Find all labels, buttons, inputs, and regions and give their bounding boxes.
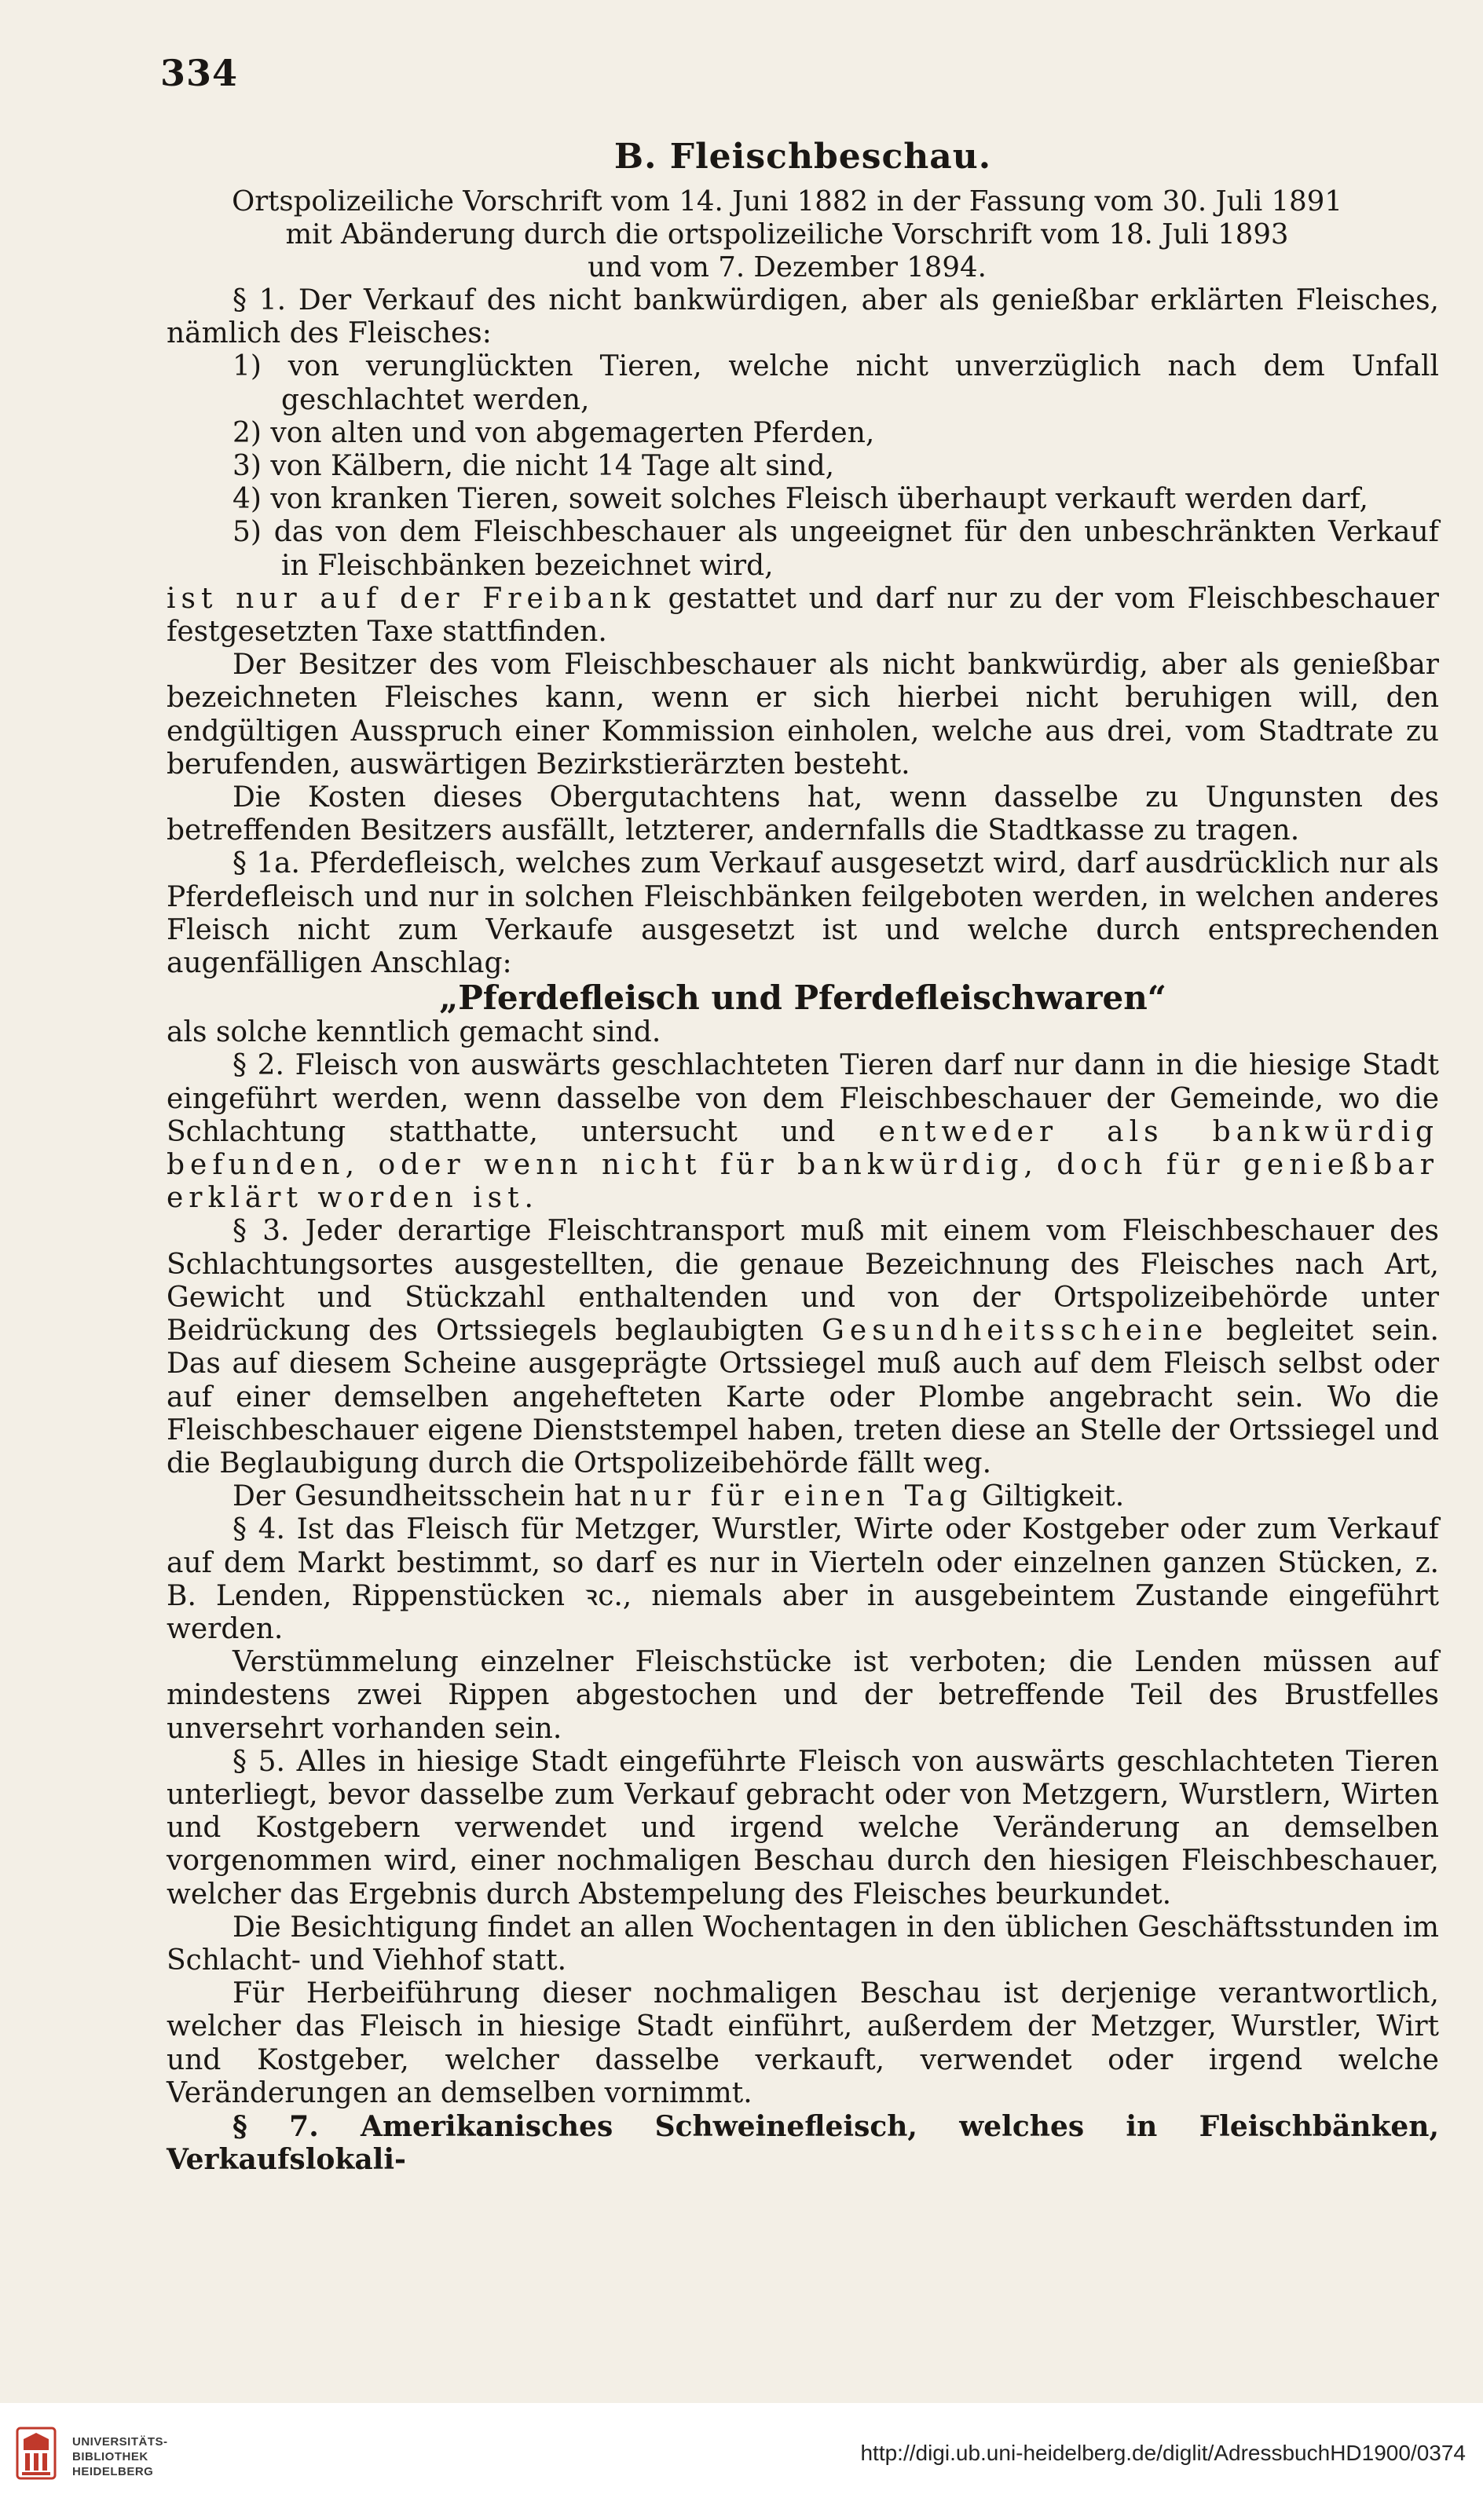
item-list (233, 350, 1439, 582)
intro-line: und vom 7. Dezember 1894. (588, 251, 987, 283)
footer-bar (0, 2403, 1483, 2520)
source-url-link[interactable]: http://digi.ub.uni-heidelberg.de/diglit/AdressbuchHD1900/0374 (860, 2441, 1466, 2465)
library-name (72, 2434, 168, 2479)
paragraph-s2 (167, 1049, 1439, 1215)
section-heading: B. Fleischbeschau. (613, 137, 992, 177)
university-seal-icon (16, 2427, 57, 2480)
paragraph-s5-p3: Für Herbeiführung dieser nochmaligen Beschau ist derjenige verantwortlich, welcher das Fleisch in hiesige Stadt einführt, außerdem der Metzger, Wurstler, Wirt und Kostgeber, welcher dasselbe verkauft, verwendet oder irgend welche Veränderungen an demselben vornimmt. (167, 1977, 1439, 2109)
text-run: Giltigkeit. (972, 1480, 1125, 1513)
paragraph-s1a: § 1a. Pferdefleisch, welches zum Verkauf ausgesetzt wird, darf ausdrücklich nur als Pferdefleisch und nur in solchen Fleischbänken feilgeboten werden, in welchen anderes Fleisch nicht zum Verkaufe ausgesetzt ist und welche durch entsprechenden augenfälligen Anschlag: (167, 847, 1439, 980)
list-item: 1) von verunglückten Tieren, welche nicht unverzüglich nach dem Unfall geschlachtet werden, (233, 350, 1439, 416)
emphasis-run: nur für einen Tag (629, 1480, 973, 1513)
sign-text: „Pferdefleisch und Pferdefleischwaren“ (439, 978, 1166, 1018)
emphasis-run: entweder als bankwürdig befunden, oder wenn nicht für bankwürdig, doch für genießbar erklärt worden ist. (167, 1115, 1439, 1215)
document-body (167, 133, 1439, 2176)
library-name-line: UNIVERSITÄTS- (72, 2435, 168, 2449)
list-item: 4) von kranken Tieren, soweit solches Fleisch überhaupt verkauft werden darf, (233, 483, 1368, 516)
text-run: begleitet sein. Das auf diesem Scheine ausgeprägte Ortssiegel muß auch auf dem Fleisch selbst oder auf einer demselben angehefteten Karte oder Plombe angebracht sein. Wo die Fleischbeschauer eigene Dienststempel haben, treten diese an Stelle der Ortssiegel und die Beglaubigung durch die Ortspolizeibehörde fällt weg. (167, 1315, 1439, 1479)
library-name-line: BIBLIOTHEK (72, 2450, 148, 2463)
list-item: 2) von alten und von abgemagerten Pferden, (233, 416, 875, 449)
intro-line: mit Abänderung durch die ortspolizeiliche Vorschrift vom 18. Juli 1893 (285, 218, 1289, 251)
list-item: 3) von Kälbern, die nicht 14 Tage alt sind, (233, 450, 835, 483)
text-run: § 2. Fleisch von auswärts geschlachteten Tieren darf nur dann in die hiesige Stadt eingeführt werden, wenn dasselbe von dem Fleischbeschauer der Gemeinde, wo die Schlachtung statthatte, untersucht und (167, 1049, 1439, 1148)
intro-block (167, 185, 1408, 284)
text-run: gestattet und darf nur zu der vom Fleischbeschauer festgesetzten Taxe stattfinden. (167, 582, 1439, 649)
paragraph-s7: § 7. Amerikanisches Schweinefleisch, welches in Fleischbänken, Verkaufslokali- (167, 2109, 1439, 2177)
paragraph-s3-p2 (167, 1480, 1439, 1513)
intro-line: Ortspolizeiliche Vorschrift vom 14. Juni 1882 in der Fassung vom 30. Juli 1891 (232, 185, 1342, 218)
paragraph-s4: § 4. Ist das Fleisch für Metzger, Wurstler, Wirte oder Kostgeber oder zum Verkauf auf dem Markt bestimmt, so darf es nur in Vierteln oder einzelnen ganzen Stücken, z. B. Lenden, Rippenstücken ꝛc., niemals aber in ausgebeintem Zustande eingeführt werden. (167, 1513, 1439, 1645)
library-name-line: HEIDELBERG (72, 2465, 154, 2478)
page-number: 334 (160, 52, 239, 94)
emphasis-freibank: ist nur auf der Freibank (167, 582, 656, 615)
paragraph-s5-p2: Die Besichtigung findet an allen Wochentagen in den üblichen Geschäftsstunden im Schlacht- und Viehhof statt. (167, 1911, 1439, 1977)
paragraph-s1-p3: Die Kosten dieses Obergutachtens hat, wenn dasselbe zu Ungunsten des betreffenden Besitzers ausfällt, letzterer, andernfalls die Stadtkasse zu tragen. (167, 781, 1439, 847)
paragraph-s5: § 5. Alles in hiesige Stadt eingeführte Fleisch von auswärts geschlachteten Tieren unterliegt, bevor dasselbe zum Verkauf gebracht oder von Metzgern, Wurstlern, Wirten und Kostgebern verwendet und irgend welche Veränderung an demselben vorgenommen wird, einer nochmaligen Beschau durch den hiesigen Fleischbeschauer, welcher das Ergebnis durch Abstempelung des Fleisches beurkundet. (167, 1745, 1439, 1911)
paragraph-s1a-after: als solche kenntlich gemacht sind. (167, 1016, 661, 1049)
paragraph-s1-p2: Der Besitzer des vom Fleischbeschauer als nicht bankwürdig, aber als genießbar bezeichneten Fleisches kann, wenn er sich hierbei nicht beruhigen will, den endgültigen Ausspruch einer Kommission einholen, welche aus drei, vom Stadtrate zu berufenden, auswärtigen Bezirkstierärzten besteht. (167, 649, 1439, 781)
list-item: 5) das von dem Fleischbeschauer als ungeeignet für den unbeschränkten Verkauf in Fleischbänken bezeichnet wird, (233, 516, 1439, 582)
paragraph-s1-tail (167, 583, 1439, 649)
paragraph-s3 (167, 1215, 1439, 1480)
text-run: Der Gesundheitsschein hat (233, 1480, 630, 1513)
emphasis-run: Gesundheitsscheine (822, 1315, 1209, 1348)
paragraph-s4-p2: Verstümmelung einzelner Fleischstücke ist verboten; die Lenden müssen auf mindestens zwei Rippen abgestochen und der betreffende Teil des Brustfelles unversehrt vorhanden sein. (167, 1646, 1439, 1745)
text-run: § 3. Jeder derartige Fleischtransport muß mit einem vom Fleischbeschauer des Schlachtungsortes ausgestellten, die genaue Bezeichnung des Fleisches nach Art, Gewicht und Stückzahl enthaltenden und von der Ortspolizeibehörde unter Beidrückung des Ortssiegels beglaubigten (167, 1215, 1439, 1348)
paragraph-s1-lead: § 1. Der Verkauf des nicht bankwürdigen, aber als genießbar erklärten Fleisches, nämlich des Fleisches: (167, 284, 1439, 350)
